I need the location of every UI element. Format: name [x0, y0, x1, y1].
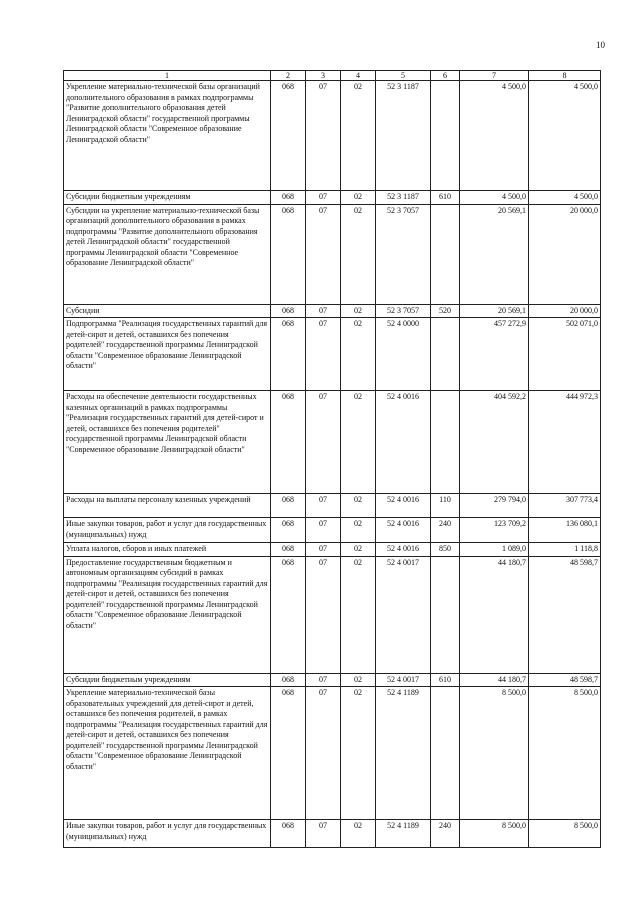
row-amount-2: 4 500,0	[529, 81, 601, 191]
row-expense-type: 850	[431, 543, 460, 557]
row-section: 07	[306, 318, 341, 391]
table-row	[64, 81, 601, 191]
table-row	[64, 673, 601, 687]
row-expense-type: 110	[431, 494, 460, 518]
row-target-article: 52 3 7057	[376, 204, 431, 304]
row-amount-2: 1 118,8	[529, 543, 601, 557]
row-amount-1: 8 500,0	[460, 820, 529, 848]
row-amount-2: 502 071,0	[529, 318, 601, 391]
column-header: 8	[529, 71, 601, 81]
page-number: 10	[596, 40, 605, 50]
row-target-article: 52 4 0017	[376, 673, 431, 687]
row-amount-1: 4 500,0	[460, 191, 529, 205]
table-row	[64, 543, 601, 557]
row-target-article: 52 3 7057	[376, 304, 431, 318]
row-subsection: 02	[341, 820, 376, 848]
row-name: Расходы на выплаты персоналу казенных учреждений	[64, 494, 271, 518]
row-expense-type	[431, 687, 460, 820]
row-subsection: 02	[341, 673, 376, 687]
row-amount-2: 20 000,0	[529, 204, 601, 304]
row-admin-code: 068	[271, 494, 306, 518]
row-section: 07	[306, 191, 341, 205]
table-row	[64, 518, 601, 543]
row-amount-2: 444 972,3	[529, 391, 601, 494]
row-expense-type	[431, 391, 460, 494]
row-amount-1: 4 500,0	[460, 81, 529, 191]
row-amount-1: 279 794,0	[460, 494, 529, 518]
row-amount-1: 44 180,7	[460, 673, 529, 687]
row-amount-2: 48 598,7	[529, 556, 601, 673]
table-row	[64, 318, 601, 391]
row-admin-code: 068	[271, 687, 306, 820]
row-subsection: 02	[341, 304, 376, 318]
row-amount-1: 123 709,2	[460, 518, 529, 543]
row-name: Субсидии бюджетным учреждениям	[64, 191, 271, 205]
column-header: 4	[341, 71, 376, 81]
row-name: Иные закупки товаров, работ и услуг для государственных (муниципальных) нужд	[64, 518, 271, 543]
row-amount-2: 136 080,1	[529, 518, 601, 543]
row-amount-1: 8 500,0	[460, 687, 529, 820]
table-row	[64, 391, 601, 494]
row-subsection: 02	[341, 494, 376, 518]
row-target-article: 52 3 1187	[376, 81, 431, 191]
row-target-article: 52 4 1189	[376, 820, 431, 848]
row-name: Субсидии бюджетным учреждениям	[64, 673, 271, 687]
row-subsection: 02	[341, 543, 376, 557]
row-amount-1: 1 089,0	[460, 543, 529, 557]
row-admin-code: 068	[271, 556, 306, 673]
row-amount-2: 307 773,4	[529, 494, 601, 518]
row-expense-type: 240	[431, 820, 460, 848]
row-target-article: 52 4 1189	[376, 687, 431, 820]
column-header: 6	[431, 71, 460, 81]
row-target-article: 52 4 0016	[376, 391, 431, 494]
header-row	[64, 71, 601, 81]
row-name: Субсидии на укрепление материально-технической базы организаций дополнительного образования в рамках подпрограммы "Развитие дополнительного образования детей Ленинградской области" государственной программы Ленинградской области "Современное образование Ленинградской области"	[64, 204, 271, 304]
table-row	[64, 687, 601, 820]
table-row	[64, 304, 601, 318]
row-name: Уплата налогов, сборов и иных платежей	[64, 543, 271, 557]
column-header: 3	[306, 71, 341, 81]
row-admin-code: 068	[271, 81, 306, 191]
row-target-article: 52 4 0016	[376, 518, 431, 543]
table-row	[64, 494, 601, 518]
row-expense-type	[431, 81, 460, 191]
table-row	[64, 204, 601, 304]
row-section: 07	[306, 204, 341, 304]
table-row	[64, 820, 601, 848]
row-target-article: 52 3 1187	[376, 191, 431, 205]
row-expense-type	[431, 204, 460, 304]
row-admin-code: 068	[271, 204, 306, 304]
row-amount-2: 8 500,0	[529, 687, 601, 820]
column-header: 5	[376, 71, 431, 81]
row-section: 07	[306, 391, 341, 494]
column-header: 1	[64, 71, 271, 81]
row-expense-type: 520	[431, 304, 460, 318]
row-section: 07	[306, 673, 341, 687]
row-section: 07	[306, 518, 341, 543]
column-header: 7	[460, 71, 529, 81]
row-target-article: 52 4 0000	[376, 318, 431, 391]
row-name: Расходы на обеспечение деятельности государственных казенных организаций в рамках подпрограммы "Реализация государственных гарантий для детей-сирот и детей, оставшихся без попечения родителей" государственной программы Ленинградской области "Современное образование Ленинградской области"	[64, 391, 271, 494]
row-subsection: 02	[341, 81, 376, 191]
row-subsection: 02	[341, 391, 376, 494]
row-admin-code: 068	[271, 391, 306, 494]
row-name: Предоставление государственным бюджетным и автономным организациям субсидий в рамках подпрограммы "Реализация государственных гарантий для детей-сирот и детей, оставшихся без попечения родителей" государственной программы Ленинградской области "Современное образование Ленинградской области"	[64, 556, 271, 673]
row-expense-type	[431, 318, 460, 391]
row-name: Подпрограмма "Реализация государственных гарантий для детей-сирот и детей, оставшихся без попечения родителей" государственной программы Ленинградской области "Современное образование Ленинградской области"	[64, 318, 271, 391]
row-section: 07	[306, 687, 341, 820]
row-amount-1: 44 180,7	[460, 556, 529, 673]
row-amount-1: 20 569,1	[460, 204, 529, 304]
table-row	[64, 191, 601, 205]
row-target-article: 52 4 0017	[376, 556, 431, 673]
row-target-article: 52 4 0016	[376, 543, 431, 557]
row-name: Укрепление материально-технической базы образовательных учреждений для детей-сирот и детей, оставшихся без попечения родителей, в рамках подпрограммы "Реализация государственных гарантий для детей-сирот и детей, оставшихся без попечения родителей" государственной программы Ленинградской области "Современное образование Ленинградской области"	[64, 687, 271, 820]
row-amount-1: 20 569,1	[460, 304, 529, 318]
row-amount-1: 457 272,9	[460, 318, 529, 391]
row-subsection: 02	[341, 318, 376, 391]
row-expense-type	[431, 556, 460, 673]
row-target-article: 52 4 0016	[376, 494, 431, 518]
row-admin-code: 068	[271, 304, 306, 318]
budget-table	[63, 70, 601, 848]
table-row	[64, 556, 601, 673]
row-expense-type: 610	[431, 673, 460, 687]
row-section: 07	[306, 820, 341, 848]
row-subsection: 02	[341, 191, 376, 205]
row-section: 07	[306, 494, 341, 518]
row-expense-type: 610	[431, 191, 460, 205]
row-subsection: 02	[341, 556, 376, 673]
row-amount-2: 8 500,0	[529, 820, 601, 848]
row-section: 07	[306, 304, 341, 318]
row-name: Укрепление материально-технической базы организаций дополнительного образования в рамках подпрограммы "Развитие дополнительного образования детей Ленинградской области" государственной программы Ленинградской области "Современное образование Ленинградской области"	[64, 81, 271, 191]
row-amount-2: 48 598,7	[529, 673, 601, 687]
row-name: Субсидии	[64, 304, 271, 318]
row-section: 07	[306, 556, 341, 673]
row-admin-code: 068	[271, 673, 306, 687]
row-section: 07	[306, 81, 341, 191]
row-amount-1: 404 592,2	[460, 391, 529, 494]
column-header: 2	[271, 71, 306, 81]
row-admin-code: 068	[271, 543, 306, 557]
row-subsection: 02	[341, 204, 376, 304]
row-admin-code: 068	[271, 820, 306, 848]
row-amount-2: 20 000,0	[529, 304, 601, 318]
row-name: Иные закупки товаров, работ и услуг для государственных (муниципальных) нужд	[64, 820, 271, 848]
row-subsection: 02	[341, 687, 376, 820]
row-admin-code: 068	[271, 318, 306, 391]
row-section: 07	[306, 543, 341, 557]
row-amount-2: 4 500,0	[529, 191, 601, 205]
row-expense-type: 240	[431, 518, 460, 543]
row-subsection: 02	[341, 518, 376, 543]
row-admin-code: 068	[271, 518, 306, 543]
row-admin-code: 068	[271, 191, 306, 205]
